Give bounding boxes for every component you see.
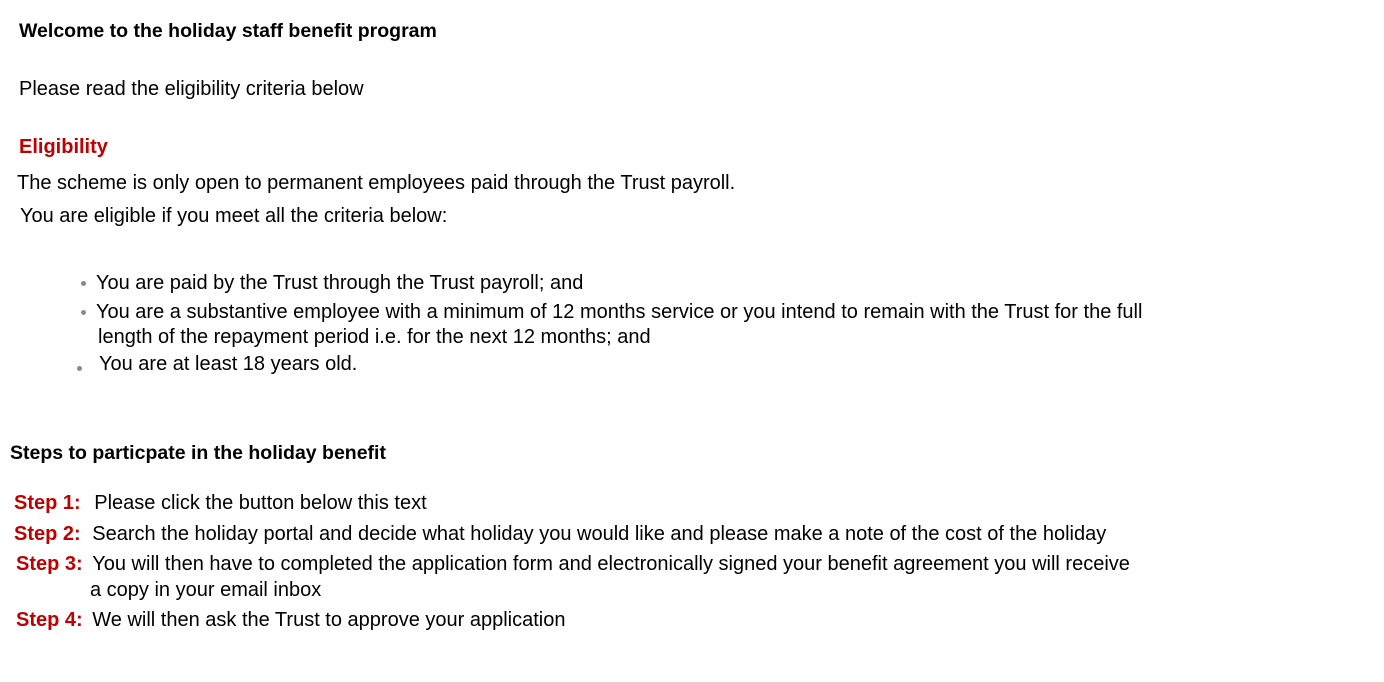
step-label: Step 3: [16,553,83,575]
step-label: Step 4: [16,609,83,631]
bullet-icon [77,366,82,371]
step-row [16,609,565,632]
intro-text: Please read the eligibility criteria below [19,78,364,100]
step-row [14,492,427,515]
eligibility-line-2: You are eligible if you meet all the criteria below: [20,205,448,227]
step-row [16,553,1130,576]
step-text: We will then ask the Trust to approve your application [92,609,566,631]
steps-heading: Steps to particpate in the holiday benefit [10,442,386,464]
step-text: You will then have to completed the application form and electronically signed your benefit agreement you will receive [92,553,1130,575]
eligibility-line-1: The scheme is only open to permanent employees paid through the Trust payroll. [17,172,736,194]
criteria-text: You are a substantive employee with a minimum of 12 months service or you intend to remain with the Trust for the full [96,301,1143,323]
criteria-text-continued: length of the repayment period i.e. for the next 12 months; and [98,326,651,348]
eligibility-heading: Eligibility [19,136,108,158]
step-text-continued: a copy in your email inbox [90,579,322,601]
criteria-text: You are at least 18 years old. [99,353,358,375]
page-title: Welcome to the holiday staff benefit program [19,20,437,42]
step-row [14,523,1106,546]
step-label: Step 1: [14,492,81,514]
bullet-icon [81,310,86,315]
step-text: Search the holiday portal and decide what holiday you would like and please make a note of the cost of the holiday [92,523,1107,545]
bullet-icon [81,281,86,286]
step-label: Step 2: [14,523,81,545]
criteria-text: You are paid by the Trust through the Trust payroll; and [96,272,584,294]
step-text: Please click the button below this text [94,492,427,514]
